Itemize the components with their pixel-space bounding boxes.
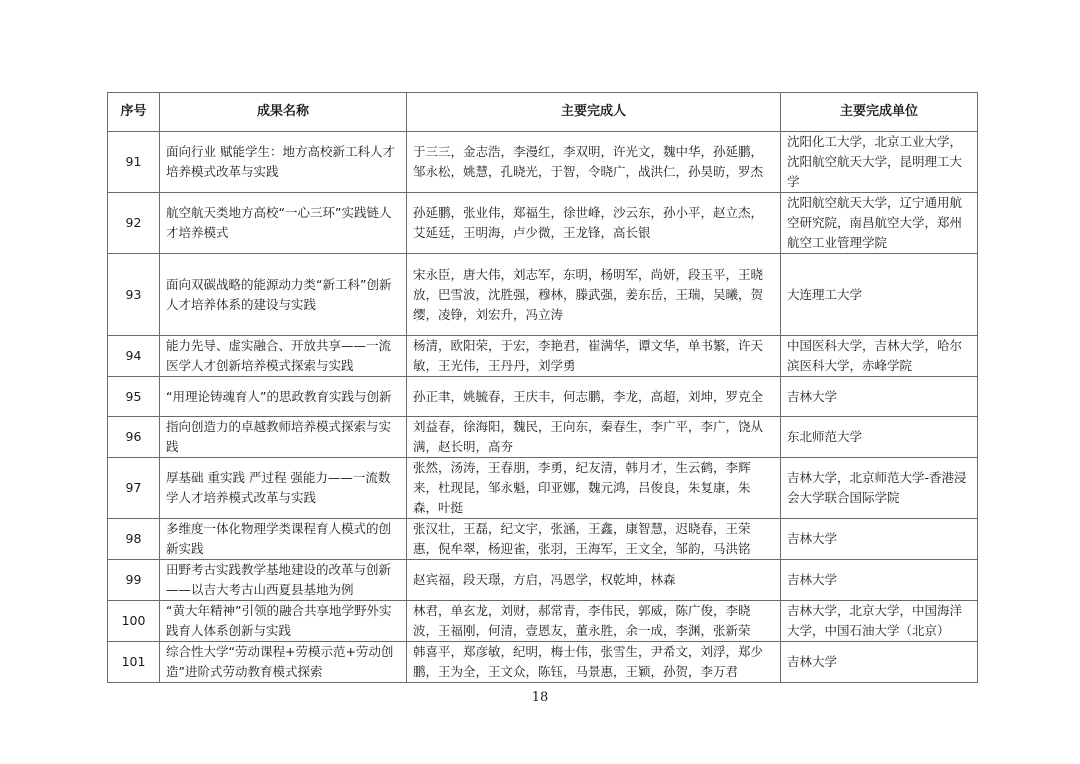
table-body [108, 132, 978, 683]
cell-units: 吉林大学 [781, 377, 978, 417]
page-number: 18 [531, 690, 549, 705]
cell-contributors: 孙正聿，姚毓春，王庆丰，何志鹏，李龙，高超，刘坤，罗克全 [407, 377, 781, 417]
table-row [108, 560, 978, 601]
cell-units: 中国医科大学，吉林大学，哈尔滨医科大学，赤峰学院 [781, 336, 978, 377]
cell-achievement-name: 能力先导、虚实融合、开放共享——一流医学人才创新培养模式探索与实践 [160, 336, 407, 377]
table-row [108, 336, 978, 377]
table-row [108, 417, 978, 458]
cell-units: 大连理工大学 [781, 254, 978, 336]
cell-contributors: 赵宾福，段天璟，方启，冯恩学，权乾坤，林森 [407, 560, 781, 601]
cell-index: 94 [108, 336, 160, 377]
cell-index: 98 [108, 519, 160, 560]
cell-achievement-name: 面向行业 赋能学生：地方高校新工科人才培养模式改革与实践 [160, 132, 407, 193]
table-row [108, 519, 978, 560]
cell-contributors: 孙延鹏，张业伟，郑福生，徐世峰，沙云东，孙小平，赵立杰，艾延廷，王明海，卢少微，王龙锋，高长银 [407, 193, 781, 254]
cell-achievement-name: 田野考古实践教学基地建设的改革与创新——以吉大考古山西夏县基地为例 [160, 560, 407, 601]
cell-contributors: 张汉壮，王磊，纪文宇，张涵，王鑫，康智慧，迟晓春，王荣惠，倪牟翠，杨迎雀，张羽，王海军，王文全，邹韵，马洪铭 [407, 519, 781, 560]
cell-achievement-name: 综合性大学“劳动课程+劳模示范+劳动创造”进阶式劳动教育模式探索 [160, 642, 407, 683]
header-main-units: 主要完成单位 [781, 93, 978, 132]
cell-units: 沈阳航空航天大学，辽宁通用航空研究院，南昌航空大学，郑州航空工业管理学院 [781, 193, 978, 254]
header-index: 序号 [108, 93, 160, 132]
cell-contributors: 于三三，金志浩，李漫红，李双明，许光文，魏中华，孙延鹏，邹永松，姚慧，孔晓光，于智，令晓广，战洪仁，孙昊昉，罗杰 [407, 132, 781, 193]
table-row [108, 377, 978, 417]
cell-index: 97 [108, 458, 160, 519]
cell-units: 沈阳化工大学，北京工业大学，沈阳航空航天大学，昆明理工大学 [781, 132, 978, 193]
table-row [108, 458, 978, 519]
cell-index: 95 [108, 377, 160, 417]
cell-index: 99 [108, 560, 160, 601]
cell-index: 92 [108, 193, 160, 254]
cell-achievement-name: 面向双碳战略的能源动力类“新工科”创新人才培养体系的建设与实践 [160, 254, 407, 336]
table-header-row [108, 93, 978, 132]
cell-achievement-name: 多维度一体化物理学类课程育人模式的创新实践 [160, 519, 407, 560]
cell-contributors: 张然，汤涛，王春朋，李勇，纪友清，韩月才，生云鹤，李辉来，杜现昆，邹永魁，印亚娜，魏元鸿，吕俊良，朱复康，朱森，叶挺 [407, 458, 781, 519]
cell-contributors: 宋永臣，唐大伟，刘志军，东明，杨明军，尚妍，段玉平，王晓放，巴雪波，沈胜强，穆林，滕武强，姜东岳，王瑞，吴曦，贺缨，凌铮，刘宏升，冯立涛 [407, 254, 781, 336]
cell-units: 吉林大学 [781, 560, 978, 601]
header-achievement-name: 成果名称 [160, 93, 407, 132]
cell-contributors: 林君，单玄龙，刘财，郝常青，李伟民，郭威，陈广俊，李晓波，王福刚，何清，壹恩友，董永胜，余一成，李渊，张新荣 [407, 601, 781, 642]
table-row [108, 254, 978, 336]
cell-achievement-name: “黄大年精神”引领的融合共享地学野外实践育人体系创新与实践 [160, 601, 407, 642]
cell-contributors: 杨清，欧阳荣，于宏，李艳君，崔满华，谭文华，单书繁，许天敏，王光伟，王丹丹，刘学勇 [407, 336, 781, 377]
cell-units: 东北师范大学 [781, 417, 978, 458]
cell-units: 吉林大学 [781, 642, 978, 683]
cell-achievement-name: 厚基础 重实践 严过程 强能力——一流数学人才培养模式改革与实践 [160, 458, 407, 519]
achievement-table [107, 92, 978, 683]
cell-units: 吉林大学，北京师范大学-香港浸会大学联合国际学院 [781, 458, 978, 519]
table-row [108, 193, 978, 254]
cell-index: 101 [108, 642, 160, 683]
cell-index: 91 [108, 132, 160, 193]
table-row [108, 132, 978, 193]
cell-index: 100 [108, 601, 160, 642]
cell-achievement-name: “用理论铸魂育人”的思政教育实践与创新 [160, 377, 407, 417]
cell-units: 吉林大学 [781, 519, 978, 560]
cell-contributors: 韩喜平，郑彦敏，纪明，梅士伟，张雪生，尹希文，刘浮，郑少鹏，王为全，王文众，陈钰，马景惠，王颖，孙贺，李万君 [407, 642, 781, 683]
header-main-contributors: 主要完成人 [407, 93, 781, 132]
cell-index: 93 [108, 254, 160, 336]
cell-achievement-name: 指向创造力的卓越教师培养模式探索与实践 [160, 417, 407, 458]
cell-units: 吉林大学，北京大学，中国海洋大学，中国石油大学（北京） [781, 601, 978, 642]
cell-index: 96 [108, 417, 160, 458]
table-row [108, 642, 978, 683]
table-row [108, 601, 978, 642]
cell-contributors: 刘益春，徐海阳，魏民，王向东，秦春生，李广平，李广，饶从满，赵长明，高夯 [407, 417, 781, 458]
cell-achievement-name: 航空航天类地方高校“一心三环”实践链人才培养模式 [160, 193, 407, 254]
